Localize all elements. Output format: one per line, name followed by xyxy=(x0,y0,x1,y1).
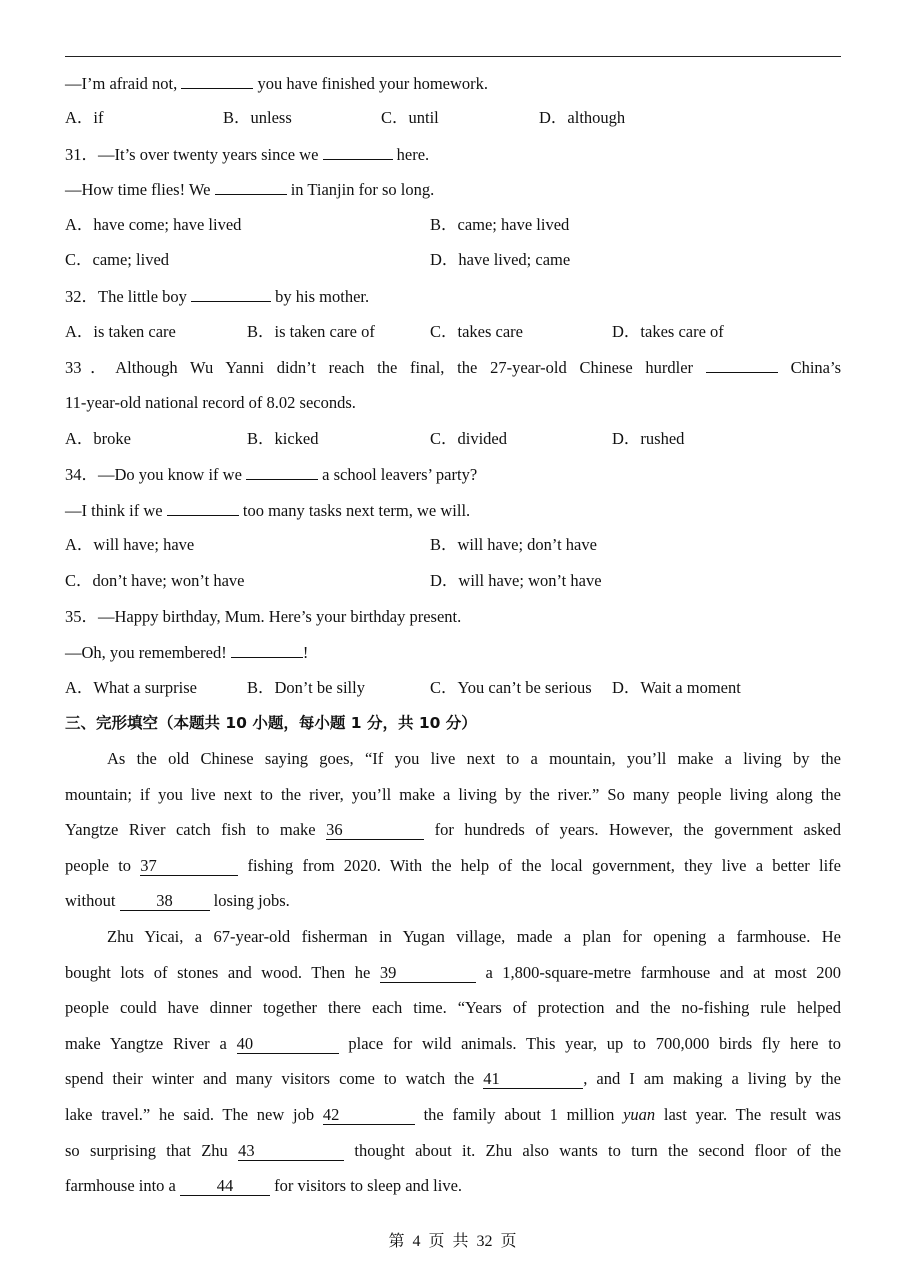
cloze-blank-42: 42 xyxy=(323,1106,415,1125)
option-a: A．broke xyxy=(65,429,131,448)
option-b: B．will have; don’t have xyxy=(430,535,597,554)
header-rule xyxy=(65,56,841,57)
option-c: C．You can’t be serious xyxy=(430,678,592,697)
q35-line2: —Oh, you remembered! ! xyxy=(65,643,309,662)
passage-p2-line6: lake travel.” he said. The new job 42 the family about 1 million yuan last year. The result was xyxy=(65,1105,842,1124)
option-c: C．came; lived xyxy=(65,250,170,269)
option-c: C．don’t have; won’t have xyxy=(65,571,245,590)
passage-p1-line1: As the old Chinese saying goes, “If you live next to a mountain, you’ll make a living by the xyxy=(107,749,841,768)
option-c: C．until xyxy=(381,108,439,127)
answer-blank xyxy=(181,73,253,89)
passage-p2-line3: people could have dinner together there each time. “Years of protection and the no-fishing rule helped xyxy=(65,998,841,1017)
cloze-blank-39: 39 xyxy=(380,964,476,983)
passage-p1-line5: without 38 losing jobs. xyxy=(65,891,290,910)
answer-blank xyxy=(215,179,287,195)
cloze-blank-37: 37 xyxy=(140,857,238,876)
option-a: A．have come; have lived xyxy=(65,215,242,234)
q31-line2: —How time flies! We in Tianjin for so long. xyxy=(65,180,435,199)
passage-p2-line7: so surprising that Zhu 43 thought about it. Zhu also wants to turn the second floor of the xyxy=(65,1141,842,1160)
option-d: D．will have; won’t have xyxy=(430,571,602,590)
option-d: D．have lived; came xyxy=(430,250,571,269)
option-a: A．is taken care xyxy=(65,322,176,341)
answer-blank xyxy=(246,464,318,480)
passage-p2-line4: make Yangtze River a 40 place for wild animals. This year, up to 700,000 birds fly here to xyxy=(65,1034,842,1053)
passage-p2-line8: farmhouse into a 44 for visitors to sleep and live. xyxy=(65,1176,463,1195)
answer-blank xyxy=(167,500,239,516)
cloze-blank-40: 40 xyxy=(237,1035,339,1054)
answer-blank xyxy=(706,357,778,373)
option-a: A．What a surprise xyxy=(65,678,197,697)
q30-line: —I’m afraid not, you have finished your homework. xyxy=(65,74,489,93)
cloze-blank-41: 41 xyxy=(483,1070,583,1089)
option-b: B．kicked xyxy=(247,429,319,448)
option-c: C．takes care xyxy=(430,322,523,341)
cloze-blank-44: 44 xyxy=(180,1177,270,1196)
option-d: D．rushed xyxy=(612,429,685,448)
q34-line1: 34．—Do you know if we a school leavers’ party? xyxy=(65,465,478,484)
passage-p1-line4: people to 37 fishing from 2020. With the help of the local government, they live a better life xyxy=(65,856,841,875)
passage-p2-line5: spend their winter and many visitors come to watch the 41 , and I am making a living by the xyxy=(65,1069,842,1088)
option-b: B．unless xyxy=(223,108,292,127)
cloze-blank-43: 43 xyxy=(238,1142,344,1161)
option-b: B．came; have lived xyxy=(430,215,570,234)
passage-p1-line3: Yangtze River catch fish to make 36 for hundreds of years. However, the government asked xyxy=(65,820,841,839)
option-b: B．is taken care of xyxy=(247,322,375,341)
option-a: A．will have; have xyxy=(65,535,195,554)
answer-blank xyxy=(191,286,271,302)
option-a: A．if xyxy=(65,108,104,127)
q34-line2: —I think if we too many tasks next term, we will. xyxy=(65,501,471,520)
passage-p1-line2: mountain; if you live next to the river, you’ll make a living by the river.” So many people living along the xyxy=(65,785,841,804)
option-d: D．although xyxy=(539,108,626,127)
q35-line1: 35．—Happy birthday, Mum. Here’s your birthday present. xyxy=(65,607,462,626)
q33-line1: 33．Although Wu Yanni didn’t reach the final, the 27-year-old Chinese hurdler China’s xyxy=(65,358,842,377)
answer-blank xyxy=(323,144,393,160)
q32-line: 32．The little boy by his mother. xyxy=(65,287,370,306)
passage-p2-line2: bought lots of stones and wood. Then he 39 a 1,800-square-metre farmhouse and at most 200 xyxy=(65,963,842,982)
option-d: D．takes care of xyxy=(612,322,724,341)
section-title: 三、完形填空（本题共 10 小题，每小题 1 分，共 10 分） xyxy=(65,714,477,732)
answer-blank xyxy=(231,642,303,658)
q31-line1: 31．—It’s over twenty years since we here. xyxy=(65,145,430,164)
q33-line2: 11-year-old national record of 8.02 seconds. xyxy=(65,393,356,412)
option-c: C．divided xyxy=(430,429,507,448)
page-number: 第 4 页 共 32 页 xyxy=(388,1233,517,1250)
cloze-blank-36: 36 xyxy=(326,821,424,840)
option-b: B．Don’t be silly xyxy=(247,678,365,697)
cloze-blank-38: 38 xyxy=(120,892,210,911)
passage-p2-line1: Zhu Yicai, a 67-year-old fisherman in Yugan village, made a plan for opening a farmhouse. He xyxy=(107,927,841,946)
option-d: D．Wait a moment xyxy=(612,678,741,697)
